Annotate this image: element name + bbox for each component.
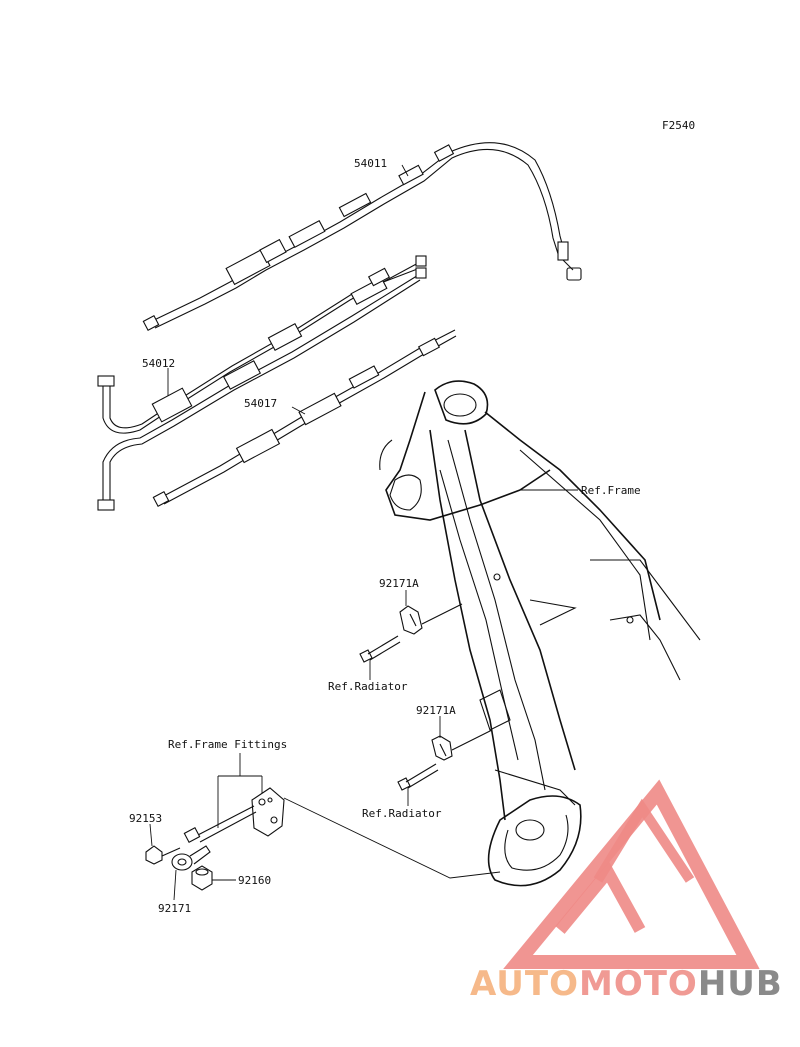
logo-text-auto: AUTO bbox=[470, 964, 579, 1004]
automotohub-logo bbox=[470, 792, 783, 1004]
clamp-92171a-upper[interactable] bbox=[400, 604, 462, 634]
label-54011: 54011 bbox=[354, 157, 388, 170]
bolt-radiator-upper[interactable] bbox=[360, 636, 400, 662]
label-ref-frame-fittings: Ref.Frame Fittings bbox=[168, 738, 288, 751]
label-92171: 92171 bbox=[158, 902, 192, 915]
spacer-92160[interactable] bbox=[192, 866, 212, 890]
label-92171a-lower: 92171A bbox=[416, 704, 456, 717]
leader-92153 bbox=[150, 824, 152, 846]
logo-text-moto: MOTO bbox=[578, 964, 698, 1004]
label-ref-radiator-upper: Ref.Radiator bbox=[328, 680, 408, 693]
bolt-radiator-lower[interactable] bbox=[398, 764, 438, 790]
label-54017: 54017 bbox=[244, 397, 278, 410]
label-54012: 54012 bbox=[142, 357, 176, 370]
logo-text-hub: HUB bbox=[697, 964, 783, 1004]
throttle-cable-54011[interactable] bbox=[143, 143, 581, 331]
label-ref-frame: Ref.Frame bbox=[581, 484, 641, 497]
cable-assy-54012[interactable] bbox=[98, 256, 426, 510]
label-92171a-upper: 92171A bbox=[379, 577, 419, 590]
cable-assy-54017[interactable] bbox=[153, 330, 456, 506]
label-92153: 92153 bbox=[129, 812, 163, 825]
label-92160: 92160 bbox=[238, 874, 272, 887]
figure-code: F2540 bbox=[662, 119, 696, 132]
label-ref-radiator-lower: Ref.Radiator bbox=[362, 807, 442, 820]
clamp-92171a-lower[interactable] bbox=[432, 730, 492, 760]
leader-92171 bbox=[174, 870, 176, 900]
svg-text:AUTOMOTOHUB bbox=[470, 964, 783, 1004]
frame-fitting-bracket[interactable] bbox=[184, 788, 500, 878]
